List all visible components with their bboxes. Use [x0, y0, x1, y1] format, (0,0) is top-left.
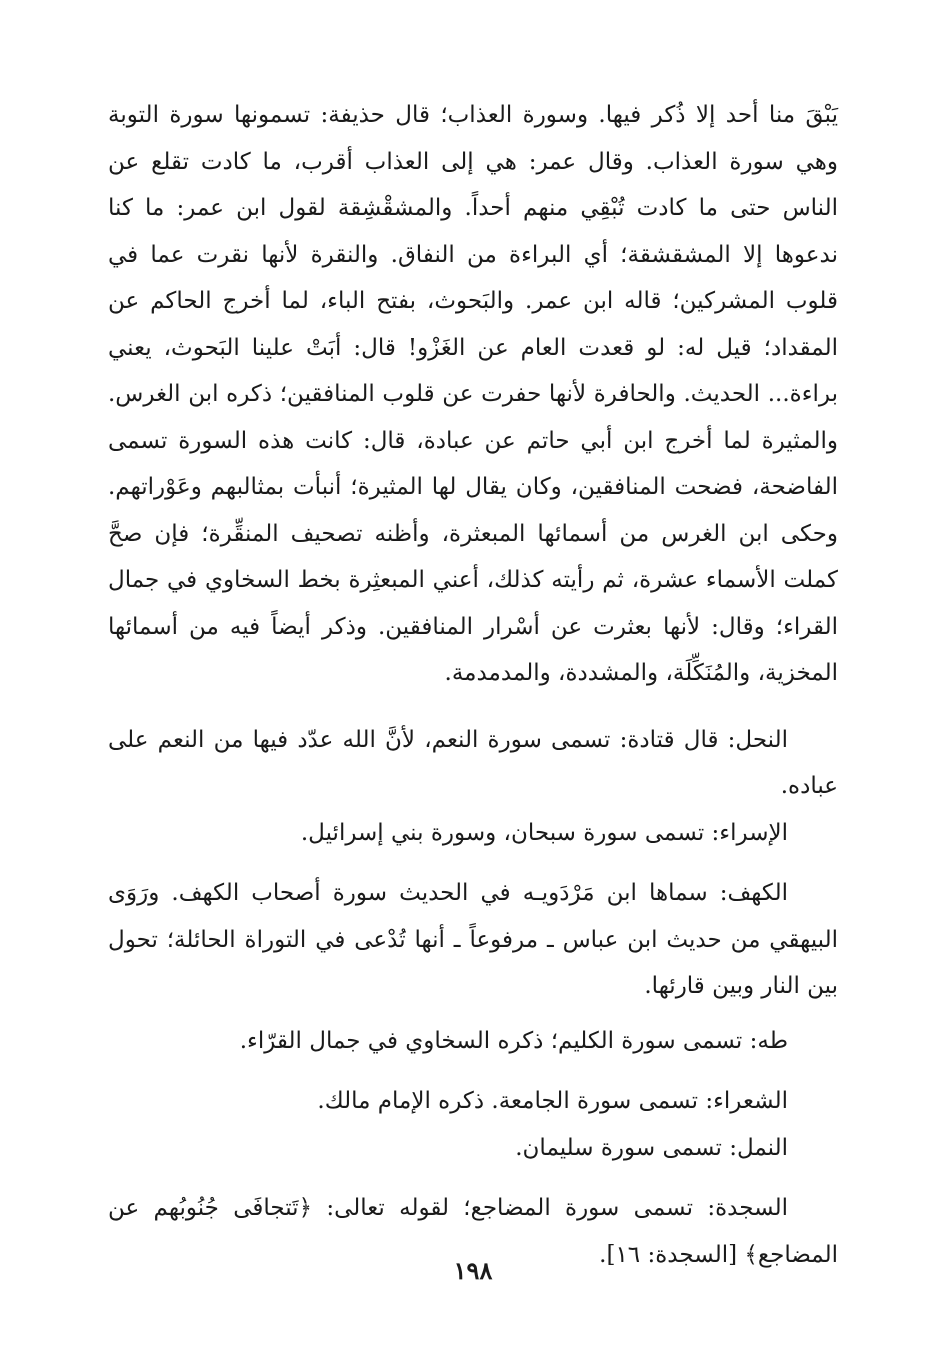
paragraph-tawba-names: يَبْقَ منا أحد إلا ذُكر فيها. وسورة العذاب؛ قال حذيفة: تسمونها سورة التوبة وهي سورة العذاب. وقال عمر: هي إلى العذاب أقرب، ما كادت تقلع عن الناس حتى ما كادت تُبْقِي منهم أحداً. والمشقْشِقة لقول ابن عمر: ما كنا ندعوها إلا المشقشقة؛ أي البراءة من النفاق. والنقرة لأنها نقرت عما في قلوب المشركين؛ قاله ابن عمر. والبَحوث، بفتح الباء، لما أخرج الحاكم عن المقداد؛ قيل له: لو قعدت العام عن الغَزْو! قال: أبَتْ علينا البَحوث، يعني براءة... الحديث. والحافرة لأنها حفرت عن قلوب المنافقين؛ ذكره ابن الغرس. والمثيرة لما أخرج ابن أبي حاتم عن عبادة، قال: كانت هذه السورة تسمى الفاضحة، فضحت المنافقين، وكان يقال لها المثيرة؛ أنبأت بمثالبهم وعَوْراتهم. وحكى ابن الغرس من أسمائها المبعثرة، وأظنه تصحيف المنقِّرة؛ فإن صحَّ كملت الأسماء عشرة، ثم رأيته كذلك، أعني المبعثِرة بخط السخاوي في جمال القراء؛ وقال: لأنها بعثرت عن أسْرار المنافقين. وذكر أيضاً فيه من أسمائها المخزية، والمُنَكِّلَة، والمشددة، والمدمدمة.: [108, 102, 838, 686]
paragraph-isra: الإسراء: تسمى سورة سبحان، وسورة بني إسرائيل.: [300, 819, 788, 846]
paragraph-kahf: الكهف: سماها ابن مَرْدَويـه في الحديث سورة أصحاب الكهف. ورَوَى البيهقي من حديث ابن عباس ـ مرفوعاً ـ أنها تُدْعى في التوراة الحائلة؛ تحول بين النار وبين قارئها.: [108, 880, 838, 999]
page-number: ١٩٨: [453, 1256, 493, 1285]
paragraph-nahl: النحل: قال قتادة: تسمى سورة النعم، لأنَّ الله عدّد فيها من النعم على عباده.: [108, 726, 838, 799]
paragraph-naml: النمل: تسمى سورة سليمان.: [515, 1134, 788, 1161]
page-body: [108, 92, 838, 1278]
paragraph-sajda: السجدة: تسمى سورة المضاجع؛ لقوله تعالى: ﴿تَتجافَى جُنُوبُهم عن المضاجع﴾ [السجدة: ١٦].: [108, 1195, 838, 1268]
paragraph-taha: طه: تسمى سورة الكليم؛ ذكره السخاوي في جمال القرّاء.: [239, 1027, 788, 1054]
paragraph-shuara: الشعراء: تسمى سورة الجامعة. ذكره الإمام مالك.: [317, 1088, 788, 1114]
